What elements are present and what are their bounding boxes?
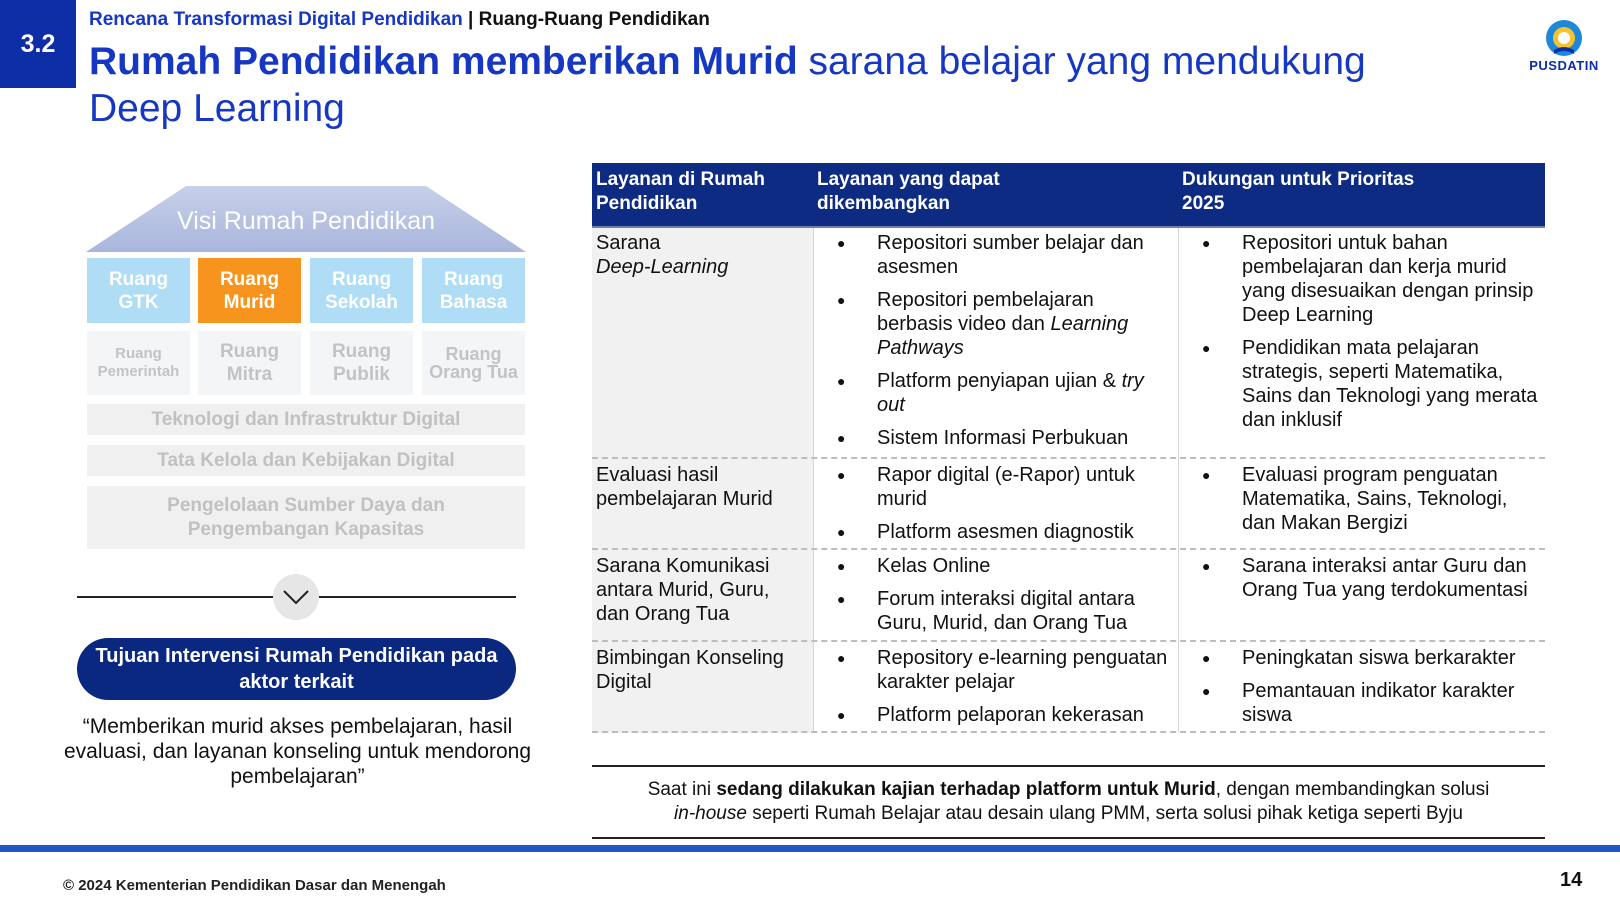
table-row-2-service: Evaluasi hasil pembelajaran Murid [596,464,773,510]
divider-left [77,596,273,598]
footer-bar [0,845,1620,852]
copyright: © 2024 Kementerian Pendidikan Dasar dan Menengah [63,877,446,894]
list-item: ● Platform penyiapan ujian & try out [877,369,1172,417]
table-row-2-support-list [1242,463,1537,544]
room-murid: Ruang Murid [198,258,301,323]
note-italic: in-house [674,803,747,824]
note-bold: sedang dilakukan kajian terhadap platform untuk Murid [716,779,1216,800]
note-top-rule [592,765,1545,767]
page-title-rest: sarana belajar yang mendukung Deep Learning [89,40,1366,130]
breadcrumb-main: Rencana Transformasi Digital Pendidikan [89,9,463,30]
list-item: ● Peningkatan siswa berkarakter [1242,646,1542,670]
list-item: ● Sarana interaksi antar Guru dan Orang Tua yang terdokumentasi [1242,554,1542,602]
room-mitra: Ruang Mitra [198,331,301,395]
room-orang-tua: Ruang Orang Tua [422,331,525,395]
table-row-1-service-line1: Sarana [596,232,661,254]
tujuan-quote: “Memberikan murid akses pembelajaran, hasil evaluasi, dan layanan konseling untuk mendorong pembelajaran” [64,715,531,788]
list-item: ● Forum interaksi digital antara Guru, Murid, dan Orang Tua [877,587,1172,635]
list-item: ● Rapor digital (e-Rapor) untuk murid [877,463,1172,511]
breadcrumb [89,9,710,31]
table-row-4-service: Bimbingan Konseling Digital [596,647,784,693]
page-title-bold: Rumah Pendidikan memberikan Murid [89,40,798,83]
note-bottom-rule [592,837,1545,839]
list-item: ● Kelas Online [877,554,1172,578]
divider-right [319,596,516,598]
logo-text: PUSDATIN [1529,58,1599,73]
table-header-support: Dukungan untuk Prioritas 2025 [1182,169,1415,214]
foundation-bar-governance: Tata Kelola dan Kebijakan Digital [87,445,525,476]
table-row-1-support-list [1242,231,1542,441]
foundation-bar-technology: Teknologi dan Infrastruktur Digital [87,404,525,435]
table-row-4-support-list [1242,646,1542,736]
table-row-1-service-line2: Deep-Learning [596,256,729,278]
table-header-develop: Layanan yang dapat dikembangkan [817,169,1000,214]
chevron-down-circle [273,574,319,620]
tujuan-intervensi-pill: Tujuan Intervensi Rumah Pendidikan pada aktor terkait [77,638,516,700]
page-number: 14 [1560,869,1583,891]
room-gtk: Ruang GTK [87,258,190,323]
table-row-1-develop-list [877,231,1172,459]
room-pemerintah: Ruang Pemerintah [87,331,190,395]
table-row-3-service: Sarana Komunikasi antara Murid, Guru, dan Orang Tua [596,555,770,625]
breadcrumb-separator: | [462,9,479,30]
room-publik: Ruang Publik [310,331,413,395]
list-item: ● Platform asesmen diagnostik [877,520,1172,544]
chevron-down-icon [281,588,311,606]
room-sekolah: Ruang Sekolah [310,258,413,323]
note-middle: , dengan membandingkan solusi [1215,779,1490,800]
section-number-badge: 3.2 [0,0,76,88]
list-item: ● Evaluasi program penguatan Matematika, Sains, Teknologi, dan Makan Bergizi [1242,463,1537,535]
list-item: ● Repositori sumber belajar dan asesmen [877,231,1172,279]
list-item: ● Platform pelaporan kekerasan [877,703,1172,727]
list-item: ● Sistem Informasi Perbukuan [877,426,1172,450]
table-row-3-support-list [1242,554,1542,611]
table-header-service: Layanan di Rumah Pendidikan [596,169,765,214]
breadcrumb-sub: Ruang-Ruang Pendidikan [478,9,710,30]
list-item: ● Repository e-learning penguatan karakter pelajar [877,646,1172,694]
note-prefix: Saat ini [647,779,717,800]
table-row-1-service [596,231,806,279]
page-title [89,38,1439,132]
table-row-2-develop-list [877,463,1172,553]
table-row-4-develop-list [877,646,1172,736]
room-bahasa: Ruang Bahasa [422,258,525,323]
list-item: ● Pemantauan indikator karakter siswa [1242,679,1542,727]
study-note [600,778,1537,826]
note-suffix: seperti Rumah Belajar atau desain ulang PMM, serta solusi pihak ketiga seperti Byju [746,803,1463,824]
table-row-3-develop-list [877,554,1172,644]
list-item: ● Repositori untuk bahan pembelajaran dan kerja murid yang disesuaikan dengan prinsip Deep Learning [1242,231,1542,327]
table-column-separator [813,228,814,733]
list-item: ● Pendidikan mata pelajaran strategis, seperti Matematika, Sains dan Teknologi yang merata dan inklusif [1242,336,1542,432]
list-item: ● Repositori pembelajaran berbasis video dan Learning Pathways [877,288,1172,360]
foundation-bar-resources: Pengelolaan Sumber Daya dan Pengembangan Kapasitas [87,486,525,549]
house-roof-label: Visi Rumah Pendidikan [176,207,436,235]
table-column-separator [1178,228,1179,733]
